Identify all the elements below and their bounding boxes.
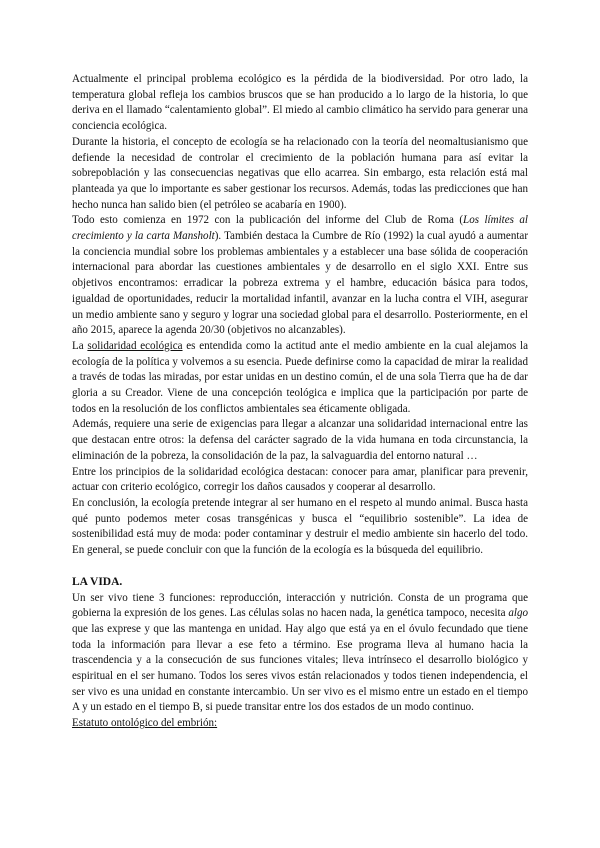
- paragraph-ecological-solidarity: [72, 339, 528, 418]
- paragraph-text: que las exprese y que las mantenga en unidad. Hay algo que está ya en el óvulo fecundado que tiene toda la información para llevar a ese feto a término. Ese programa lleva al humano hacia la trascendencia y a la consecución de sus funciones vitales; lleva intrínseco el desarrollo biológico y espiritual en el ser humano. Todos los seres vivos están relacionados y todos tienen independencia, el ser vivo es una unidad en constante intercambio. Un ser vivo es el mismo entre un estado en el tiempo A y un estado en el tiempo B, si puede transitar entre los dos estados de un modo continuo.: [72, 622, 528, 714]
- underlined-term: solidaridad ecológica: [87, 339, 183, 352]
- paragraph-living-being: [72, 591, 528, 717]
- paragraph-biodiversity: Actualmente el principal problema ecológico es la pérdida de la biodiversidad. Por otro lado, la temperatura global refleja los cambios bruscos que se han producido a lo largo de la historia, lo que deriva en el llamado “calentamiento global”. El miedo al cambio climático ha servido para generar una conciencia ecológica.: [72, 73, 528, 133]
- paragraph-principles: Entre los principios de la solidaridad ecológica destacan: conocer para amar, planificar para prevenir, actuar con criterio ecológico, corregir los daños causados y cooperar al desarrollo.: [72, 465, 528, 494]
- paragraph-text: Todo esto comienza en 1972 con la publicación del informe del Club de Roma (: [72, 214, 464, 227]
- paragraph-club-of-rome: [72, 213, 528, 339]
- document-page: [72, 72, 528, 732]
- italic-report-title: Los límites al crecimiento y la carta Mansholt: [72, 214, 528, 243]
- section-heading-text: LA VIDA: [72, 575, 120, 588]
- paragraph-text: Un ser vivo tiene 3 funciones: reproducción, interacción y nutrición. Consta de un programa que gobierna la expresión de los genes. Las células solas no hacen nada, la genética tampoco, necesita: [72, 591, 528, 620]
- paragraph-text: ). También destaca la Cumbre de Río (1992) la cual ayudó a aumentar la conciencia mundial sobre los problemas ambientales y a establecer una base sólida de cooperación internacional para abordar las cuestiones ambientales y de desarrollo en el siglo XXI. Entre sus objetivos encontramos: erradicar la pobreza extrema y el hambre, educación básica para todos, igualdad de oportunidades, reducir la mortalidad infantil, avanzar en la lucha contra el VIH, asegurar un medio ambiente sano y seguro y lograr una sociedad global para el desarrollo. Posteriormente, en el año 2015, aparece la agenda 20/30 (objetivos no alcanzables).: [72, 230, 529, 337]
- section-heading: LA VIDA.: [72, 575, 123, 588]
- paragraph-text: es entendida como la actitud ante el medio ambiente en la cual alejamos la ecología de la política y volvemos a su esencia. Puede definirse como la capacidad de mirar la realidad a través de todas las miradas, por estar unidas en un destino común, el de una sola Tierra que ha de dar gloria a su Creador. Viene de una concepción teológica e implica que la participación por parte de todos en la resolución de los conflictos ambientales sea éticamente obligada.: [72, 339, 528, 415]
- italic-word: algo: [508, 607, 528, 620]
- subheading-embryo: [72, 716, 528, 732]
- paragraph-conclusion: En conclusión, la ecología pretende integrar al ser humano en el respeto al mundo animal. Busca hasta qué punto podemos meter cosas transgénicas y busca el “equilibrio sostenible”. La idea de sostenibilidad está muy de moda: poder contaminar y destruir el medio ambiente sin hacerlo del todo. En general, se puede concluir con que la función de la ecología es la búsqueda del equilibrio.: [72, 496, 528, 557]
- paragraph-requirements: Además, requiere una serie de exigencias para llegar a alcanzar una solidaridad internacional entre las que destacan entre otros: la defensa del carácter sagrado de la vida humana en toda circunstancia, la eliminación de la pobreza, la consolidación de la paz, la salvaguardia del entorno natural …: [72, 418, 528, 462]
- subheading-text: Estatuto ontológico del embrión:: [72, 717, 218, 730]
- paragraph-neomalthusianism: Durante la historia, el concepto de ecología se ha relacionado con la teoría del neomaltusianismo que defiende la necesidad de controlar el crecimiento de la población humana para así evitar la sobrepoblación y las consecuencias negativas que ello acarrea. Sin embargo, esta relación está mal planteada ya que lo importante es saber gestionar los recursos. Además, todas las predicciones que han hecho nunca han salido bien (el petróleo se acabaría en 1900).: [72, 135, 528, 211]
- paragraph-text: La: [72, 339, 88, 352]
